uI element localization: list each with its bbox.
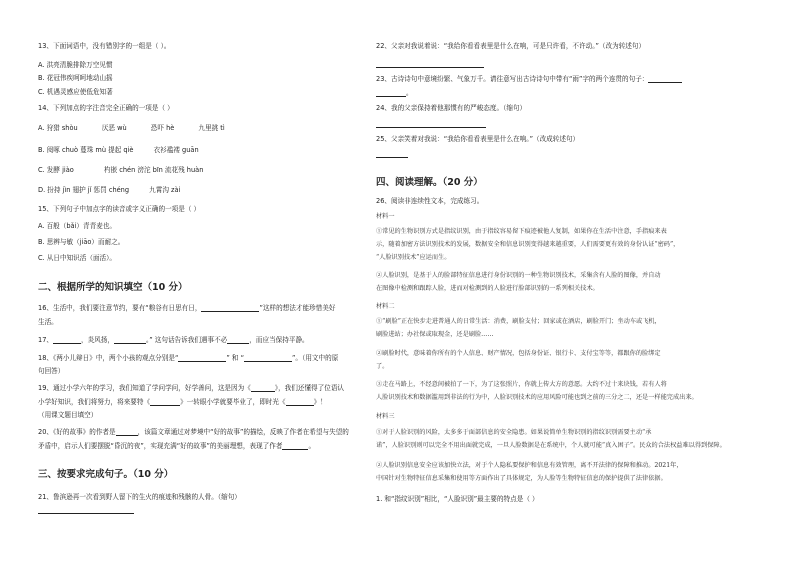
question-14-option-b	[38, 146, 199, 154]
question-23	[376, 75, 682, 83]
question-22: 22、父亲对我说着说：“我给你看看表里是什么在响，可是只许看，不许动。”（改为转述句）	[376, 42, 646, 50]
question-20-cont	[38, 442, 315, 450]
question-text: 18、《两小儿辩日》中，两个小孩的观点分别是“	[38, 354, 179, 362]
paragraph: ①“刷脸”正在快步走进普通人的日常生活：消费，刷脸支付；回家或在酒店，刷脸开门；坐动车或飞机，	[376, 318, 661, 325]
answer-line[interactable]	[38, 513, 134, 514]
paragraph: ②人脸识别，是基于人的脸部特征信息进行身份识别的一种生物识别技术，采集含有人脸的图像，并自动	[376, 272, 661, 279]
option-text: 衣衫褴褛 guān	[153, 146, 199, 154]
option-text: 杓嵌 chén 滂沱 bīn 流花残 huàn	[103, 166, 204, 174]
answer-blank[interactable]	[150, 398, 180, 406]
question-23-cont	[376, 89, 413, 97]
question-13-option-c: C. 机遇灵感应使低危知著	[38, 88, 113, 96]
answer-blank[interactable]	[648, 75, 682, 83]
option-text: 厌恶 wù	[101, 124, 127, 132]
question-15: 15、下列句子中加点字的读音或字义正确的一项是（ ）	[38, 205, 201, 213]
answer-line[interactable]	[376, 127, 486, 128]
answer-line[interactable]	[376, 67, 484, 68]
answer-blank[interactable]	[244, 354, 292, 362]
option-text: 九霄沟 zài	[149, 186, 181, 194]
answer-blank[interactable]	[178, 354, 226, 362]
question-14-option-d	[38, 186, 180, 194]
question-text: 20、《好的故事》的作者是	[38, 428, 116, 436]
question-18-cont: 句回答）	[38, 367, 65, 375]
question-text: 》一转眼小学就要毕业了，即时光《	[180, 398, 286, 406]
option-text: D. 扮持 jìn 翅护 jǐ 惩罚 chéng	[38, 186, 130, 194]
question-text: 。” 这句话告诉我们遇事不必	[145, 336, 228, 344]
option-text: A. 狩猎 shòu	[38, 124, 78, 132]
answer-blank[interactable]	[227, 336, 249, 344]
question-26: 26、阅读非连续性文本，完成练习。	[376, 197, 484, 205]
paragraph: ②刷脸时代，意味着你所有的个人信息、财产情况，包括身份证、银行卡、支付宝等等，都跟你的脸绑定	[376, 350, 661, 357]
option-text: B. 阅啄 chuò 蔓珠 mù 提起 qiè	[38, 146, 134, 154]
option-text: 恐吓 hè	[150, 124, 175, 132]
answer-blank[interactable]	[53, 336, 81, 344]
question-text: ，而应当保持平静。	[249, 336, 309, 344]
paragraph: 刷脸进站；办社保或取现金，还是刷脸……	[376, 331, 494, 338]
question-text: ，该篇文章通过对梦境中“好的故事”的描绘，反映了作者在希望与失望的	[137, 428, 349, 436]
question-26-1: 1. 和“指纹识别”相比，“人脸识别”最主要的特点是（ ）	[376, 495, 539, 503]
question-20	[38, 428, 349, 436]
question-16	[38, 304, 335, 312]
question-text: 》！	[313, 398, 327, 406]
material-3-label: 材料三	[376, 413, 395, 420]
question-17	[38, 336, 309, 344]
paragraph: 人脸识别技术和数据滥用到非法的行为中，人脸识别技术的应用风险可能也到之前的三分之二，还是一样能完成出来。	[376, 394, 698, 401]
question-text: 。	[308, 442, 316, 450]
question-text: 。	[406, 89, 413, 97]
option-text: 九里挑 tì	[198, 124, 225, 132]
section-3-heading: 三、按要求完成句子。（10 分）	[38, 469, 174, 480]
question-15-option-c: C. 从日中知识活（面活）。	[38, 254, 117, 262]
question-14-option-c	[38, 166, 203, 174]
paragraph: “人脸识别技术”应运而生。	[376, 254, 451, 261]
question-text: 小学好知识，我们将努力，将来要特《	[38, 398, 151, 406]
answer-blank[interactable]	[201, 304, 259, 312]
question-text: ” 和 “	[226, 354, 245, 362]
paragraph: ①对于人脸识别的风险，太多多于面部信息的安全隐患。如果说简单生物识别的指纹识别需要主动“承	[376, 429, 652, 436]
question-19	[38, 384, 344, 392]
paragraph: 中国针对生物特征信息采集和使用等方面作出了具体规定，为人脸等生物特征信息的保护提供了法律依据。	[376, 475, 667, 482]
answer-blank[interactable]	[282, 442, 308, 450]
paragraph: 了。	[376, 363, 389, 370]
answer-blank[interactable]	[114, 336, 146, 344]
question-text: 》，我们还懂得了位语认	[274, 384, 345, 392]
paragraph: ③走在马路上，不经意间被拍了一下，为了这张照片，你就上传大方的意愿。大约不过十来块钱，若有人将	[376, 381, 667, 388]
question-14-option-a	[38, 124, 225, 132]
question-18	[38, 354, 338, 362]
answer-blank[interactable]	[286, 398, 314, 406]
question-14: 14、下列加点的字注音完全正确的一项是（ ）	[38, 104, 174, 112]
question-13-option-a: A. 洪亮清脆排除万空见惯	[38, 61, 113, 69]
answer-blank[interactable]	[116, 428, 138, 436]
paragraph: 诺”，人脸识别则可以完全不用出面就完成，一旦人脸数据是在系统中，个人就可能“真入困子”。民众的合法权益难以得到保障。	[376, 442, 726, 449]
question-13: 13、下面词语中，没有错别字的一组是（ ）。	[38, 42, 171, 50]
answer-blank[interactable]	[376, 89, 406, 97]
question-15-option-a: A. 百般（bǎi）青青麦也。	[38, 222, 116, 230]
question-text: ”。（用文中的原	[292, 354, 339, 362]
paragraph: ①常见的生物识别方式是指纹识别，由于指纹容易留下痕迹被他人复制，如果你在生活中注意，手指痕来表	[376, 228, 667, 235]
material-1-label: 材料一	[376, 213, 395, 220]
paragraph: 示，随着加密方法识别技术的发展，数据安全和信息识别变得越来越重要，人们需要更有效的身份认证“密码”，	[376, 241, 680, 248]
question-24: 24、我的父亲保持着他那惯有的严峻态度。（缩句）	[376, 104, 527, 112]
answer-line[interactable]	[376, 157, 408, 158]
paragraph: ②人脸识别信息安全应该加快立法，对于个人隐私要保护和信息有效管理，离不开法律的保障和推动。2021年，	[376, 462, 683, 469]
section-4-heading: 四、阅读理解。（20 分）	[376, 177, 483, 188]
question-text: 矛盾中，启示人们要摆脱“昏沉的夜”，实现充满“好的故事”的美丽理想，表现了作者	[38, 442, 283, 450]
question-21: 21、鲁滨逊再一次看到野人留下的生火的痕迹和残骸的人骨。（缩句）	[38, 493, 241, 501]
question-25: 25、父亲笑着对我说：“我给你看看表里是什么在响。”（改成转述句）	[376, 135, 580, 143]
section-2-heading: 二、根据所学的知识填空（10 分）	[38, 282, 188, 293]
question-text: 19、通过小学六年的学习，我们知道了学问学问，好学善问，这是因为《	[38, 384, 251, 392]
question-16-cont: 生活。	[38, 318, 58, 326]
question-text: 16、生活中，我们要注意节约，要有“粮谷有日思有日，	[38, 304, 202, 312]
answer-blank[interactable]	[251, 384, 275, 392]
question-13-option-b: B. 花冠伟疾呵呵地动山摇	[38, 74, 113, 82]
option-text: C. 发酵 jiào	[38, 166, 74, 174]
question-19-cont	[38, 398, 327, 406]
question-19-note: （用课文题目填空）	[38, 411, 98, 419]
question-text: 23、古诗诗句中意境纷繁、气象万千。请往意写出古诗诗句中带有“雨”字的两个连贯的句子：	[376, 75, 649, 83]
question-text: 17、	[38, 336, 53, 344]
paragraph: 在图像中检测和跟踪人脸，进而对检测到的人脸进行脸部识别的一系列相关技术。	[376, 285, 599, 292]
material-2-label: 材料二	[376, 303, 395, 310]
question-15-option-b: B. 思辨与敏（jiāo）而耐之。	[38, 238, 125, 246]
question-text: ”这样的想法才能珍惜美好	[259, 304, 336, 312]
question-text: ，炎风扬，	[80, 336, 114, 344]
